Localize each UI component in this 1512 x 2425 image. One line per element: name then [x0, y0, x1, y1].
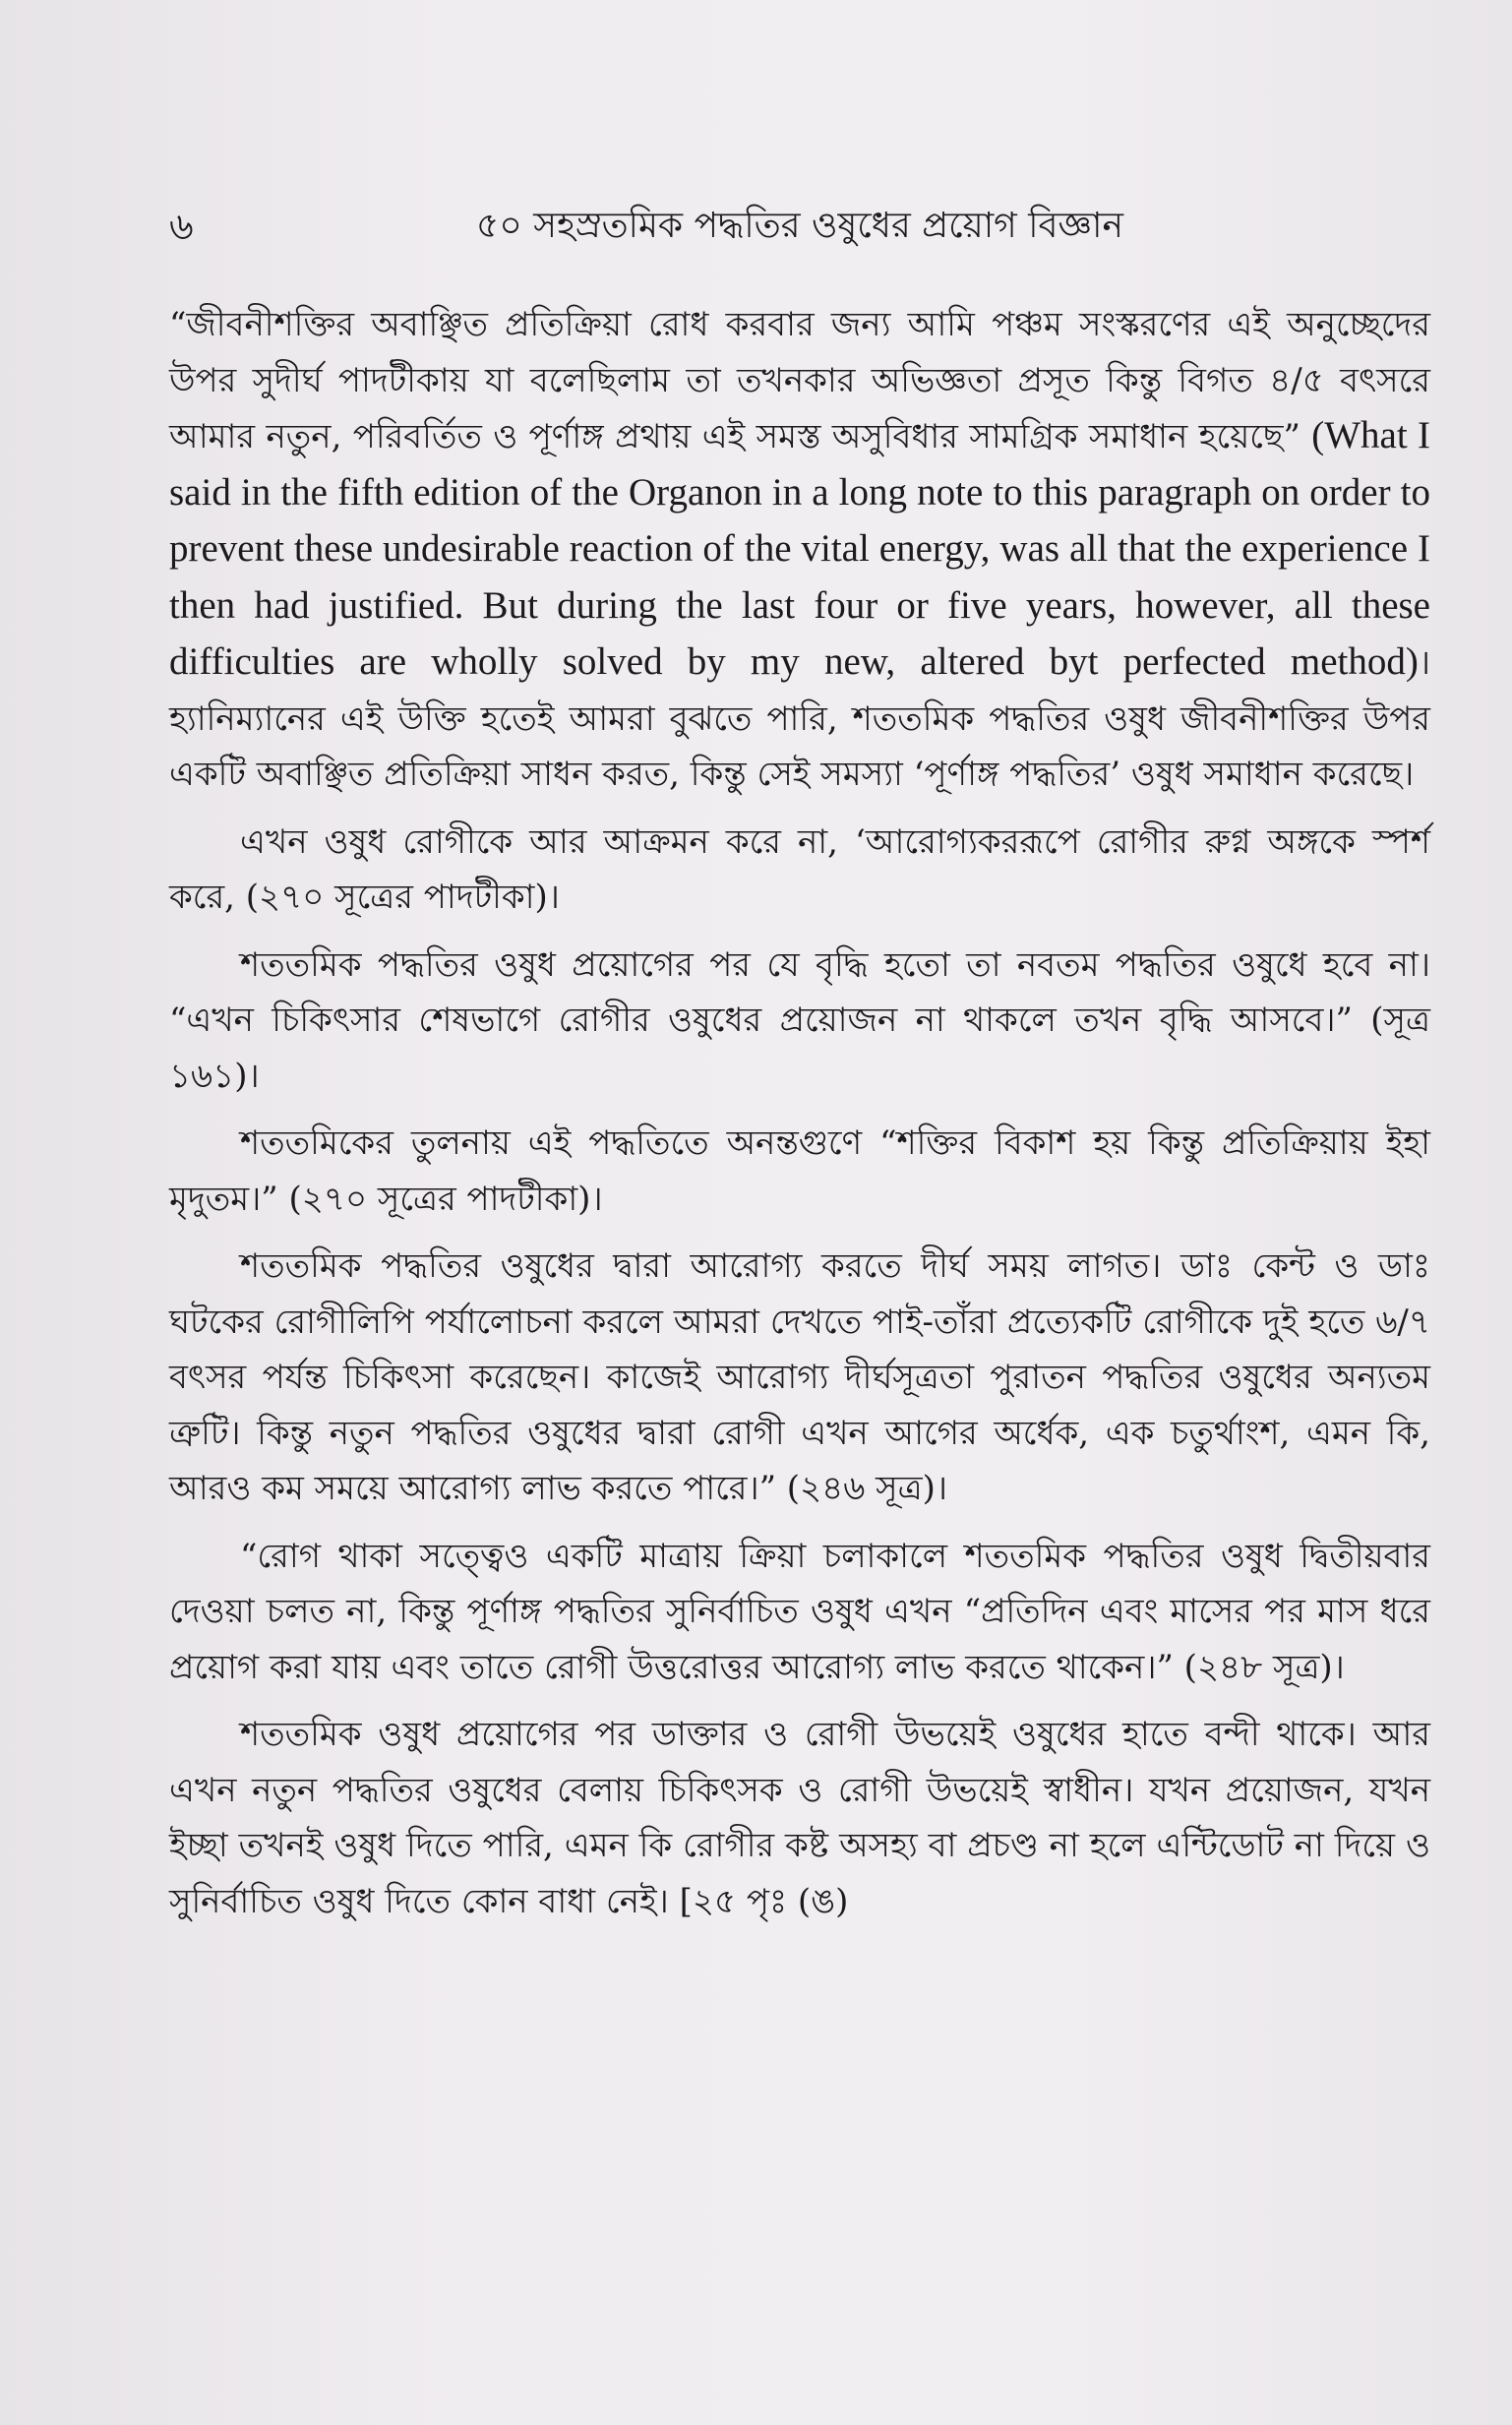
body-text [169, 297, 1430, 1941]
paragraph-1-bengali-continuation: । হ্যানিম্যানের এই উক্তি হতেই আমরা বুঝতে পারি, শততমিক পদ্ধতির ওষুধ জীবনীশক্তির উপর একটি অবাঞ্ছিত প্রতিক্রিয়া সাধন করত, কিন্তু সেই সমস্যা ‘পূর্ণাঙ্গ পদ্ধতির’ ওষুধ সমাধান করেছে। [169, 643, 1430, 794]
paragraph-6: “রোগ থাকা সত্ত্বেও একটি মাত্রায় ক্রিয়া চলাকালে শততমিক পদ্ধতির ওষুধ দ্বিতীয়বার দেওয়া চলত না, কিন্তু পূর্ণাঙ্গ পদ্ধতির সুনির্বাচিত ওষুধ এখন “প্রতিদিন এবং মাসের পর মাস ধরে প্রয়োগ করা যায় এবং তাতে রোগী উত্তরোত্তর আরোগ্য লাভ করতে থাকেন।” (২৪৮ সূত্র)। [169, 1536, 1430, 1687]
page-header [169, 187, 1430, 266]
paragraph-2: এখন ওষুধ রোগীকে আর আক্রমন করে না, ‘আরোগ্যকররূপে রোগীর রুগ্ন অঙ্গকে স্পর্শ করে, (২৭০ সূত্রের পাদটীকা)। [169, 821, 1430, 917]
running-title: ৫০ সহস্রতমিক পদ্ধতির ওষুধের প্রয়োগ বিজ্ঞান [476, 206, 1123, 246]
page-number: ৬ [169, 205, 194, 248]
paragraph-1 [169, 297, 1430, 803]
paragraph-5: শততমিক পদ্ধতির ওষুধের দ্বারা আরোগ্য করতে দীর্ঘ সময় লাগত। ডাঃ কেন্ট ও ডাঃ ঘটকের রোগীলিপি পর্যালোচনা করলে আমরা দেখতে পাই-তাঁরা প্রত্যেকটি রোগীকে দুই হতে ৬/৭ বৎসর পর্যন্ত চিকিৎসা করেছেন। কাজেই আরোগ্য দীর্ঘসূত্রতা পুরাতন পদ্ধতির ওষুধের অন্যতম ত্রুটি। কিন্তু নতুন পদ্ধতির ওষুধের দ্বারা রোগী এখন আগের অর্ধেক, এক চতুর্থাংশ, এমন কি, আরও কম সময়ে আরোগ্য লাভ করতে পারে।” (২৪৬ সূত্র)। [169, 1246, 1430, 1508]
paragraph-1-english-quote: (What I said in the fifth edition of the Organon in a long note to this paragraph on order to prevent these undesirable reaction of the vital energy, was all that the experience I then had justified. But during the last four or five years, however, all these difficulties are wholly solved by my new, altered byt perfected method) [169, 414, 1430, 683]
paragraph-1-bengali-intro: “জীবনীশক্তির অবাঞ্ছিত প্রতিক্রিয়া রোধ করবার জন্য আমি পঞ্চম সংস্করণের এই অনুচ্ছেদের উপর সুদীর্ঘ পাদটীকায় যা বলেছিলাম তা তখনকার অভিজ্ঞতা প্রসূত কিন্তু বিগত ৪/৫ বৎসরে আমার নতুন, পরিবর্তিত ও পূর্ণাঙ্গ প্রথায় এই সমস্ত অসুবিধার সামগ্রিক সমাধান হয়েছে” [169, 305, 1430, 456]
paragraph-4: শততমিকের তুলনায় এই পদ্ধতিতে অনন্তগুণে “শক্তির বিকাশ হয় কিন্তু প্রতিক্রিয়ায় ইহা মৃদুতম।” (২৭০ সূত্রের পাদটীকা)। [169, 1123, 1430, 1219]
paragraph-3: শততমিক পদ্ধতির ওষুধ প্রয়োগের পর যে বৃদ্ধি হতো তা নবতম পদ্ধতির ওষুধে হবে না। “এখন চিকিৎসার শেষভাগে রোগীর ওষুধের প্রয়োজন না থাকলে তখন বৃদ্ধি আসবে।” (সূত্র ১৬১)। [169, 944, 1430, 1096]
paragraph-7: শততমিক ওষুধ প্রয়োগের পর ডাক্তার ও রোগী উভয়েই ওষুধের হাতে বন্দী থাকে। আর এখন নতুন পদ্ধতির ওষুধের বেলায় চিকিৎসক ও রোগী উভয়েই স্বাধীন। যখন প্রয়োজন, যখন ইচ্ছা তখনই ওষুধ দিতে পারি, এমন কি রোগীর কষ্ট অসহ্য বা প্রচণ্ড না হলে এন্টিডোট না দিয়ে ও সুনির্বাচিত ওষুধ দিতে কোন বাধা নেই। [২৫ পৃঃ (ঙ) [169, 1715, 1430, 1921]
